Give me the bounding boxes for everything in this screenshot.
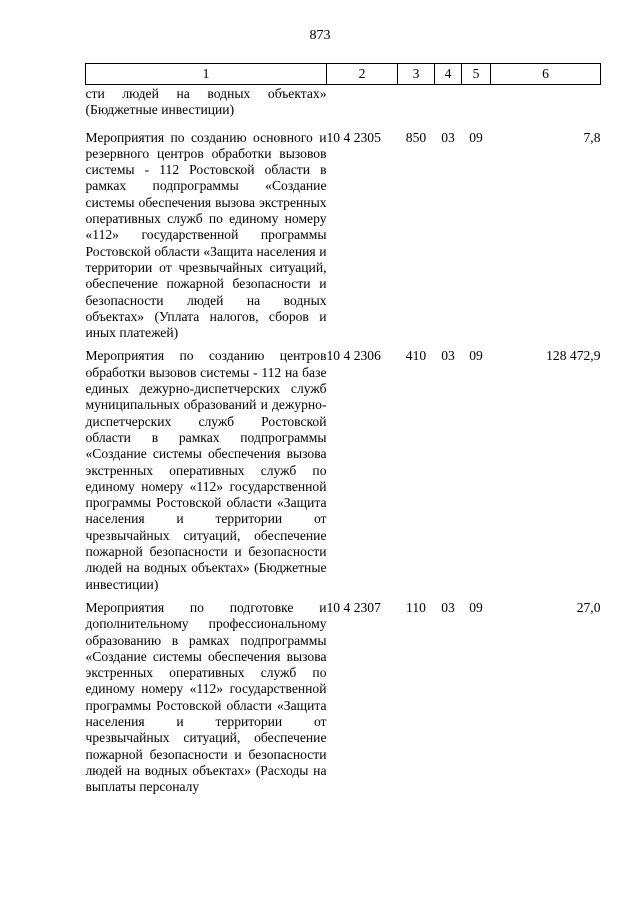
row-col4: 03 [441, 129, 455, 145]
row-description: Мероприятия по созданию центров обработки вызовов системы - 112 на базе единых дежурно-диспетчерских служб муниципальных образований и дежурно-диспетчерских служб Ростовской области в рамках подпрограммы «Создание системы обеспечения вызова экстренных оперативных служб по единому номеру «112» государственной программы Ростовской области «Защита населения и территории от чрезвычайных ситуаций, обеспечение пожарной безопасности и безопасности людей на водных объектах» (Бюджетные инвестиции) [85, 348, 327, 592]
row-amount: 27,0 [576, 599, 601, 615]
page-number: 873 [309, 28, 331, 43]
row-code: 10 4 2305 [326, 129, 381, 145]
budget-table [85, 63, 601, 802]
table-header [86, 64, 601, 85]
row-col3 [398, 85, 435, 126]
row-description: Мероприятия по подготовке и дополнительному профессиональному образованию в рамках подпрограммы «Создание системы обеспечения вызова экстренных оперативных служб по единому номеру «112» государственной программы Ростовской области «Защита населения и территории от чрезвычайных ситуаций, обеспечение пожарной безопасности и безопасности людей на водных объектах» (Расходы на выплаты персоналу [85, 599, 327, 795]
row-code: 10 4 2307 [326, 599, 381, 615]
row-col3: 110 [406, 599, 426, 615]
table-row [86, 348, 601, 599]
row-code: 10 4 2306 [326, 348, 381, 364]
header-col-3: 3 [398, 64, 435, 85]
row-col5: 09 [469, 129, 483, 145]
row-amount: 128 472,9 [546, 348, 601, 364]
header-col-5: 5 [462, 64, 491, 85]
table-row [86, 85, 601, 126]
row-description: Мероприятия по созданию основного и резервного центров обработки вызовов системы - 112 Ростовской области в рамках подпрограммы «Создание системы обеспечения вызова экстренных оперативных служб по единому номеру «112» государственной программы Ростовской области «Защита населения и территории от чрезвычайных ситуаций, обеспечение пожарной безопасности и безопасности людей на водных объектах» (Уплата налогов, сборов и иных платежей) [85, 129, 327, 341]
table-row [86, 126, 601, 349]
row-col5: 09 [469, 348, 483, 364]
row-col3: 850 [405, 129, 427, 145]
row-col3: 410 [405, 348, 427, 364]
header-col-1: 1 [86, 64, 327, 85]
header-col-2: 2 [327, 64, 398, 85]
header-col-6: 6 [491, 64, 601, 85]
row-amount [491, 85, 601, 126]
row-col4 [435, 85, 462, 126]
row-amount: 7,8 [583, 129, 601, 145]
row-col4: 03 [441, 348, 455, 364]
row-col5 [462, 85, 491, 126]
table-row [86, 600, 601, 803]
row-col5: 09 [469, 599, 483, 615]
row-code [327, 85, 398, 126]
header-col-4: 4 [435, 64, 462, 85]
row-description: сти людей на водных объектах» (Бюджетные инвестиции) [85, 86, 327, 118]
row-col4: 03 [441, 599, 455, 615]
